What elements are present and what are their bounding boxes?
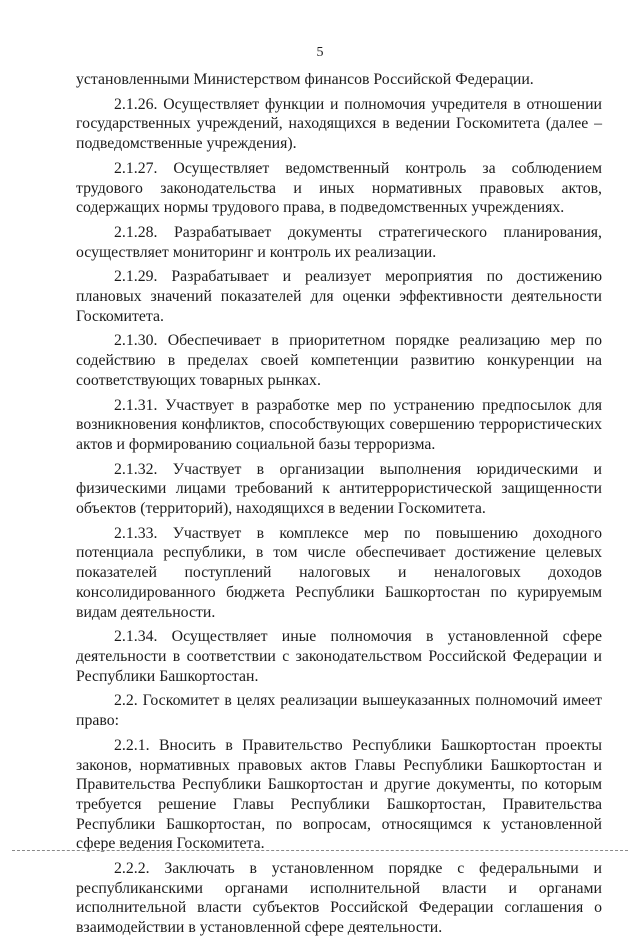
paragraph-2-1-30: 2.1.30. Обеспечивает в приоритетном порядке реализацию мер по содействию в пределах своей компетенции развитию конкуренции на соответствующих товарных рынках. <box>76 332 602 389</box>
paragraph-continuation: установленными Министерством финансов Российской Федерации. <box>76 71 534 88</box>
paragraph-2-1-26: 2.1.26. Осуществляет функции и полномочия учредителя в отношении государственных учреждений, находящихся в ведении Госкомитета (далее – подведомственные учреждения). <box>76 95 602 153</box>
paragraph-2-1-29: 2.1.29. Разрабатывает и реализует мероприятия по достижению плановых значений показателей для оценки эффективности деятельности Госкомитета. <box>76 268 602 325</box>
paragraph-2-2: 2.2. Госкомитет в целях реализации вышеуказанных полномочий имеет право: <box>76 692 602 730</box>
page-bottom-rule <box>12 850 628 851</box>
page-number: 5 <box>316 45 324 60</box>
paragraph-2-1-34: 2.1.34. Осуществляет иные полномочия в установленной сфере деятельности в соответствии с законодательством Российской Федерации и Республики Башкортостан. <box>76 628 602 685</box>
paragraph-2-1-31: 2.1.31. Участвует в разработке мер по устранению предпосылок для возникновения конфликтов, способствующих совершению террористических актов и формированию социальной базы терроризма. <box>76 396 602 453</box>
paragraph-2-1-28: 2.1.28. Разрабатывает документы стратегического планирования, осуществляет мониторинг и контроль их реализации. <box>76 223 602 261</box>
paragraph-2-2-2: 2.2.2. Заключать в установленном порядке с федеральными и республиканскими органами исполнительной власти и органами исполнительной власти субъектов Российской Федерации соглашения о взаимодействии в установленной сфере деятельности. <box>76 860 602 937</box>
paragraph-2-2-1: 2.2.1. Вносить в Правительство Республики Башкортостан проекты законов, нормативных правовых актов Главы Республики Башкортостан и Правительства Республики Башкортостан и другие документы, по которым требуется решение Главы Республики Башкортостан, Правительства Республики Башкортостан, по вопросам, относящимся к установленной сфере ведения Госкомитета. <box>76 736 602 853</box>
paragraph-2-1-32: 2.1.32. Участвует в организации выполнения юридическими и физическими лицами требований к антитеррористической защищенности объектов (территорий), находящихся в ведении Госкомитета. <box>76 460 602 518</box>
paragraph-2-1-27: 2.1.27. Осуществляет ведомственный контроль за соблюдением трудового законодательства и иных нормативных правовых актов, содержащих нормы трудового права, в подведомственных учреждениях. <box>76 159 602 217</box>
paragraph-2-1-33: 2.1.33. Участвует в комплексе мер по повышению доходного потенциала республики, в том числе обеспечивает достижение целевых показателей поступлений налоговых и неналоговых доходов консолидированного бюджета Республики Башкортостан по курируемым видам деятельности. <box>76 524 602 621</box>
document-body <box>76 70 602 943</box>
